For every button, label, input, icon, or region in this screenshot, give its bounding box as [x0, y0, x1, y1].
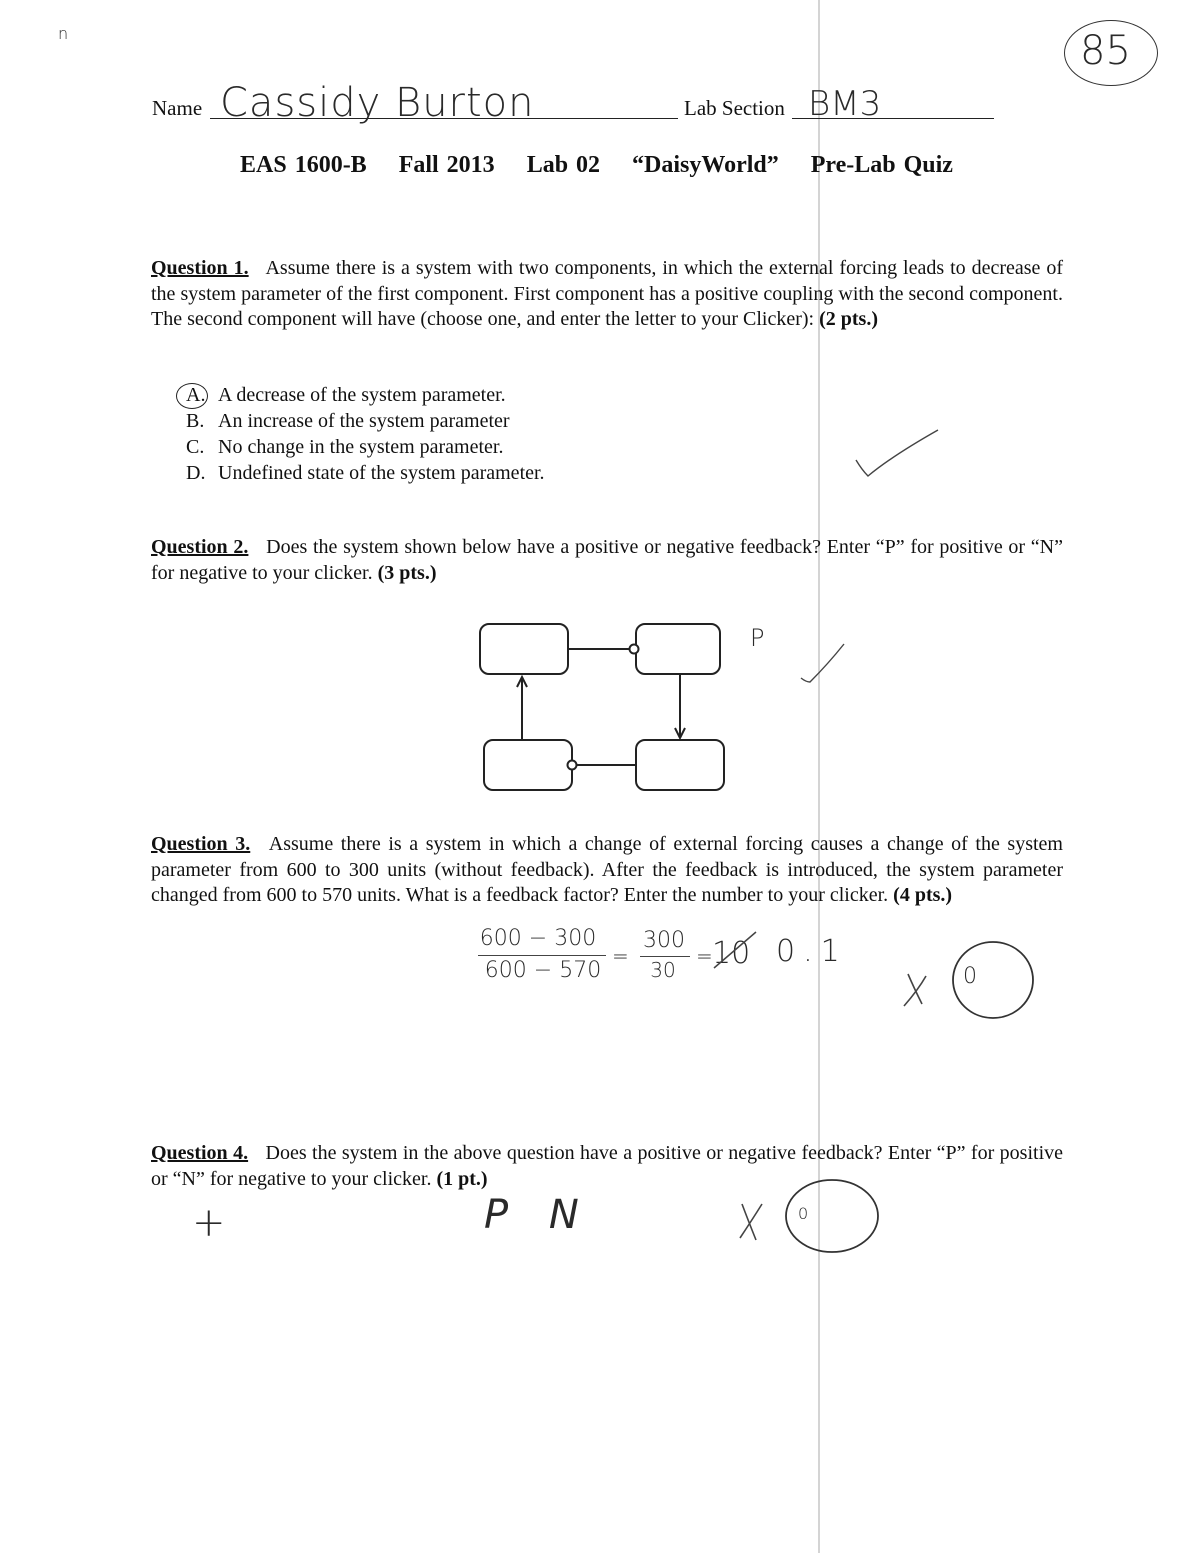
question-4-label: Question 4. — [151, 1142, 249, 1164]
component-box-top-left — [480, 624, 568, 674]
work-denominator-2: 30 — [650, 958, 676, 982]
fraction-bar-2 — [640, 956, 690, 957]
question-3-points: (4 pts.) — [893, 884, 953, 906]
question-2-text: Does the system shown below have a positive or negative feedback? Enter “P” for positive or “N” for negative to your clicker. — [151, 536, 1063, 584]
question-1-points: (2 pts.) — [819, 308, 878, 330]
negative-coupling-circle-bottom — [568, 761, 577, 770]
question-3-answer: 0.1 — [776, 934, 848, 969]
option-c — [186, 434, 545, 460]
incorrect-x-mark-icon — [734, 1176, 884, 1258]
component-box-top-right — [636, 624, 720, 674]
question-4-handwritten-answer: P N — [484, 1192, 593, 1238]
lab-section-value: BM3 — [808, 84, 882, 124]
corner-pen-mark: n — [58, 24, 69, 43]
checkmark-icon — [798, 640, 848, 686]
question-2 — [151, 535, 1063, 586]
equals-sign-1: = — [612, 944, 629, 968]
question-2-points: (3 pts.) — [377, 561, 437, 584]
selected-answer-circle — [176, 383, 208, 409]
question-2-label: Question 2. — [151, 536, 249, 558]
question-4 — [151, 1141, 1063, 1192]
option-letter: D. — [186, 462, 206, 484]
equals-sign-2: = — [696, 944, 713, 968]
student-name: Cassidy Burton — [220, 80, 535, 126]
question-1-label: Question 1. — [151, 257, 249, 279]
checkmark-icon — [852, 426, 942, 482]
quiz-title — [240, 152, 953, 179]
quiz-type: Pre-Lab Quiz — [810, 152, 953, 178]
work-result: 10 — [712, 936, 751, 971]
question-3-label: Question 3. — [151, 833, 251, 855]
question-4-points: (1 pt.) — [436, 1167, 488, 1190]
option-text: A decrease of the system parameter. — [218, 384, 506, 406]
option-letter: A. — [186, 384, 206, 406]
component-box-bottom-right — [636, 740, 724, 790]
question-1 — [151, 256, 1063, 333]
work-denominator-1: 600 − 570 — [484, 958, 602, 983]
option-letter: B. — [186, 410, 205, 432]
component-box-bottom-left — [484, 740, 572, 790]
question-3-score: 0 — [963, 964, 977, 989]
option-d — [186, 460, 545, 486]
scan-fold-line — [818, 0, 820, 1553]
option-text: An increase of the system parameter — [218, 410, 510, 432]
question-2-handwritten-answer: P — [750, 624, 765, 652]
fraction-bar-1 — [478, 955, 606, 956]
total-score: 85 — [1080, 28, 1131, 74]
option-letter: C. — [186, 436, 205, 458]
option-text: Undefined state of the system parameter. — [218, 462, 545, 484]
question-3 — [151, 832, 1063, 909]
term: Fall 2013 — [398, 152, 495, 178]
lab-section-label: Lab Section — [684, 96, 785, 120]
feedback-loop-diagram — [470, 612, 740, 802]
work-numerator-2: 300 — [643, 928, 685, 953]
question-3-text: Assume there is a system in which a change of external forcing causes a change of the system parameter from 600 to 300 units (without feedback). After the feedback is introduced, the system parameter changed from 600 to 570 units. What is a feedback factor? Enter the number to your clicker. — [151, 833, 1063, 906]
option-a — [186, 382, 545, 408]
strike-through-mark — [708, 928, 762, 972]
option-text: No change in the system parameter. — [218, 436, 504, 458]
work-numerator-1: 600 − 300 — [479, 926, 597, 951]
name-label: Name — [152, 96, 203, 120]
lab-topic: “DaisyWorld” — [632, 152, 779, 178]
question-1-options — [186, 382, 545, 486]
negative-coupling-circle-top — [630, 645, 639, 654]
question-1-text: Assume there is a system with two components, in which the external forcing leads to decrease of the system parameter of the first component. First component has a positive coupling with the second component. The second component will have (choose one, and enter the letter to your Clicker): — [151, 257, 1063, 330]
plus-mark: + — [192, 1200, 226, 1246]
course-code: EAS 1600-B — [240, 152, 367, 178]
lab-number: Lab 02 — [526, 152, 601, 178]
question-4-score: 0 — [798, 1204, 809, 1223]
option-b — [186, 408, 545, 434]
question-4-text: Does the system in the above question have a positive or negative feedback? Enter “P” for positive or “N” for negative to your clicker. — [151, 1142, 1063, 1190]
